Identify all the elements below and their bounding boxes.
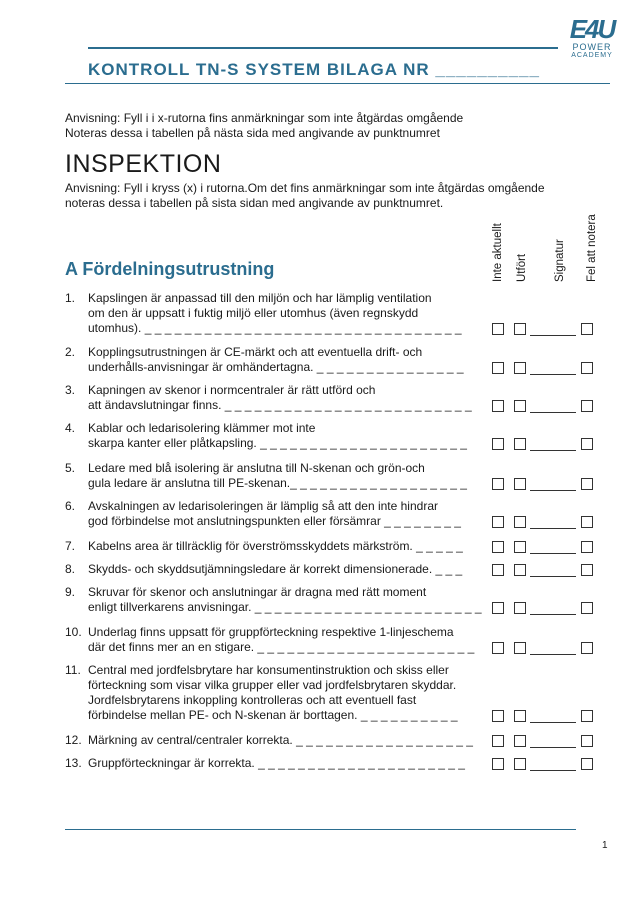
item-number: 5. xyxy=(65,461,76,475)
checklist-item xyxy=(65,562,485,577)
signature-line[interactable] xyxy=(530,747,576,748)
signature-line[interactable] xyxy=(530,770,576,771)
checkbox-fault[interactable] xyxy=(581,602,593,614)
item-text xyxy=(88,291,485,336)
item-text-line: Kabelns area är tillräcklig för överströmsskyddets märkström. _ _ _ _ _ xyxy=(88,539,463,553)
item-text-line: förteckning som visar vilka grupper eller vad jordfelsbrytaren skyddar. xyxy=(88,678,457,692)
checklist-item xyxy=(65,756,485,771)
checklist-item xyxy=(65,461,485,491)
item-text-line: Kapslingen är anpassad till den miljön och har lämplig ventilation xyxy=(88,291,432,305)
logo-mark: E4U xyxy=(569,14,615,44)
title-rule xyxy=(65,83,610,84)
checkbox-done[interactable] xyxy=(514,541,526,553)
checkbox-done[interactable] xyxy=(514,478,526,490)
signature-line[interactable] xyxy=(530,654,576,655)
checklist-item xyxy=(65,291,485,336)
item-text-line: där det finns mer an en stigare. _ _ _ _ _ _ _ _ _ _ _ _ _ _ _ _ _ _ _ _ _ _ xyxy=(88,640,475,654)
checklist-item xyxy=(65,585,485,615)
item-text-line: Jordfelsbrytarens inkoppling kontrolleras och att eventuell fast xyxy=(88,693,417,707)
checklist-item xyxy=(65,499,485,529)
checkbox-done[interactable] xyxy=(514,516,526,528)
item-text xyxy=(88,733,485,748)
document-title: KONTROLL TN-S SYSTEM BILAGA NR __________ xyxy=(88,60,540,79)
item-text-line: Avskalningen av ledarisoleringen är lämplig så att den inte hindrar xyxy=(88,499,438,513)
item-number: 1. xyxy=(65,291,76,305)
item-text xyxy=(88,562,485,577)
item-text-line: om den är uppsatt i fuktig miljö eller utomhus (även regnskydd xyxy=(88,306,419,320)
checkbox-not-applicable[interactable] xyxy=(492,642,504,654)
signature-line[interactable] xyxy=(530,335,576,336)
item-number: 10. xyxy=(65,625,82,639)
checkbox-fault[interactable] xyxy=(581,710,593,722)
signature-line[interactable] xyxy=(530,576,576,577)
checkbox-fault[interactable] xyxy=(581,758,593,770)
checkbox-not-applicable[interactable] xyxy=(492,758,504,770)
checkbox-done[interactable] xyxy=(514,735,526,747)
checklist-item xyxy=(65,539,485,554)
checkbox-fault[interactable] xyxy=(581,735,593,747)
item-text xyxy=(88,585,485,615)
checklist-item xyxy=(65,421,485,451)
item-number: 4. xyxy=(65,421,76,435)
checkbox-not-applicable[interactable] xyxy=(492,710,504,722)
item-number: 8. xyxy=(65,562,76,576)
item-number: 13. xyxy=(65,756,82,770)
item-text xyxy=(88,499,485,529)
signature-line[interactable] xyxy=(530,412,576,413)
checkbox-fault[interactable] xyxy=(581,564,593,576)
checkbox-not-applicable[interactable] xyxy=(492,516,504,528)
item-number: 12. xyxy=(65,733,82,747)
item-text-line: underhålls-anvisningar är omhändertagna. _ _ _ _ _ _ _ _ _ _ _ _ _ _ _ xyxy=(88,360,464,374)
checkbox-not-applicable[interactable] xyxy=(492,541,504,553)
instruction-line: Noteras dessa i tabellen på nästa sida med angivande av punktnumret xyxy=(65,126,440,140)
checkbox-done[interactable] xyxy=(514,438,526,450)
checkbox-done[interactable] xyxy=(514,758,526,770)
checkbox-fault[interactable] xyxy=(581,323,593,335)
instruction-line: noteras dessa i tabellen på sista sidan med angivande av punktnumret. xyxy=(65,196,444,210)
item-text-line: utomhus). _ _ _ _ _ _ _ _ _ _ _ _ _ _ _ _ _ _ _ _ _ _ _ _ _ _ _ _ _ _ _ _ xyxy=(88,321,462,335)
checkbox-fault[interactable] xyxy=(581,642,593,654)
signature-line[interactable] xyxy=(530,490,576,491)
signature-line[interactable] xyxy=(530,450,576,451)
instruction-line: Anvisning: Fyll i kryss (x) i rutorna.Om det fins anmärkningar som inte åtgärdas omgående xyxy=(65,181,545,195)
signature-line[interactable] xyxy=(530,614,576,615)
item-text-line: Gruppförteckningar är korrekta. _ _ _ _ _ _ _ _ _ _ _ _ _ _ _ _ _ _ _ _ _ xyxy=(88,756,465,770)
item-checkboxes xyxy=(492,642,602,656)
item-text xyxy=(88,461,485,491)
signature-line[interactable] xyxy=(530,722,576,723)
checkbox-done[interactable] xyxy=(514,710,526,722)
checkbox-fault[interactable] xyxy=(581,478,593,490)
inspection-heading: INSPEKTION xyxy=(65,150,222,178)
checklist-item xyxy=(65,383,485,413)
checklist-item xyxy=(65,733,485,748)
checkbox-done[interactable] xyxy=(514,602,526,614)
item-checkboxes xyxy=(492,602,602,616)
item-checkboxes xyxy=(492,710,602,724)
item-number: 9. xyxy=(65,585,76,599)
item-text xyxy=(88,663,485,723)
item-checkboxes xyxy=(492,400,602,414)
section-title: A Fördelningsutrustning xyxy=(65,259,275,279)
item-number: 7. xyxy=(65,539,76,553)
item-text-line: Kablar och ledarisolering klämmer mot inte xyxy=(88,421,316,435)
item-text-line: god förbindelse mot anslutningspunkten eller försämrar _ _ _ _ _ _ _ _ xyxy=(88,514,461,528)
logo-text-academy: ACADEMY xyxy=(571,52,613,59)
item-text xyxy=(88,625,485,655)
item-number: 3. xyxy=(65,383,76,397)
item-checkboxes xyxy=(492,362,602,376)
column-header-signature: Signatur xyxy=(554,239,566,282)
top-rule xyxy=(88,47,558,49)
item-text xyxy=(88,345,485,375)
page-number: 1 xyxy=(602,840,608,851)
checkbox-done[interactable] xyxy=(514,564,526,576)
instructions-block xyxy=(65,111,605,141)
item-checkboxes xyxy=(492,541,602,555)
checklist-item xyxy=(65,663,485,723)
item-text xyxy=(88,539,485,554)
column-header-not-applicable: Inte aktuellt xyxy=(492,223,504,282)
item-checkboxes xyxy=(492,323,602,337)
item-checkboxes xyxy=(492,478,602,492)
instruction-line: Anvisning: Fyll i i x-rutorna fins anmärkningar som inte åtgärdas omgående xyxy=(65,111,464,125)
checkbox-not-applicable[interactable] xyxy=(492,478,504,490)
item-text-line: förbindelse mellan PE- och N-skenan är borttagen. _ _ _ _ _ _ _ _ _ _ xyxy=(88,708,458,722)
item-number: 11. xyxy=(65,663,81,677)
item-checkboxes xyxy=(492,735,602,749)
checkbox-fault[interactable] xyxy=(581,541,593,553)
item-text xyxy=(88,383,485,413)
item-text xyxy=(88,756,485,771)
checkbox-done[interactable] xyxy=(514,642,526,654)
checkbox-fault[interactable] xyxy=(581,362,593,374)
item-checkboxes xyxy=(492,516,602,530)
checkbox-not-applicable[interactable] xyxy=(492,735,504,747)
item-text-line: gula ledare är anslutna till PE-skenan._ _ _ _ _ _ _ _ _ _ _ _ _ _ _ _ _ _ xyxy=(88,476,467,490)
inspection-instructions xyxy=(65,181,605,211)
column-header-fault: Fel att notera xyxy=(586,214,598,282)
item-checkboxes xyxy=(492,438,602,452)
item-number: 2. xyxy=(65,345,76,359)
item-text-line: skarpa kanter eller plåtkapsling. _ _ _ _ _ _ _ _ _ _ _ _ _ _ _ _ _ _ _ _ _ xyxy=(88,436,467,450)
checkbox-fault[interactable] xyxy=(581,400,593,412)
item-text-line: Ledare med blå isolering är anslutna till N-skenan och grön-och xyxy=(88,461,425,475)
item-text-line: Märkning av central/centraler korrekta. _ _ _ _ _ _ _ _ _ _ _ _ _ _ _ _ _ _ xyxy=(88,733,473,747)
signature-line[interactable] xyxy=(530,553,576,554)
item-number: 6. xyxy=(65,499,76,513)
item-text-line: Kapningen av skenor i normcentraler är rätt utförd och xyxy=(88,383,376,397)
checkbox-done[interactable] xyxy=(514,400,526,412)
item-text-line: Skydds- och skyddsutjämningsledare är korrekt dimensionerade. _ _ _ xyxy=(88,562,463,576)
checkbox-fault[interactable] xyxy=(581,438,593,450)
item-checkboxes xyxy=(492,564,602,578)
signature-line[interactable] xyxy=(530,528,576,529)
checklist-item xyxy=(65,625,485,655)
item-text xyxy=(88,421,485,451)
checkbox-done[interactable] xyxy=(514,323,526,335)
item-text-line: Skruvar för skenor och anslutningar är dragna med rätt moment xyxy=(88,585,427,599)
checklist-item xyxy=(65,345,485,375)
checkbox-fault[interactable] xyxy=(581,516,593,528)
bottom-rule xyxy=(65,829,576,830)
checkbox-not-applicable[interactable] xyxy=(492,400,504,412)
checkbox-not-applicable[interactable] xyxy=(492,564,504,576)
checkbox-not-applicable[interactable] xyxy=(492,602,504,614)
item-text-line: enligt tillverkarens anvisningar. _ _ _ _ _ _ _ _ _ _ _ _ _ _ _ _ _ _ _ _ _ _ _ xyxy=(88,600,482,614)
item-checkboxes xyxy=(492,758,602,772)
checkbox-not-applicable[interactable] xyxy=(492,438,504,450)
checkbox-not-applicable[interactable] xyxy=(492,362,504,374)
signature-line[interactable] xyxy=(530,374,576,375)
brand-logo xyxy=(562,16,622,72)
checkbox-not-applicable[interactable] xyxy=(492,323,504,335)
column-header-done: Utfört xyxy=(516,253,528,282)
item-text-line: Central med jordfelsbrytare har konsumentinstruktion och skiss eller xyxy=(88,663,449,677)
item-text-line: Kopplingsutrustningen är CE-märkt och att eventuella drift- och xyxy=(88,345,423,359)
item-text-line: Underlag finns uppsatt för gruppförteckning respektive 1-linjeschema xyxy=(88,625,454,639)
item-text-line: att ändavslutningar finns. _ _ _ _ _ _ _ _ _ _ _ _ _ _ _ _ _ _ _ _ _ _ _ _ _ xyxy=(88,398,472,412)
checkbox-done[interactable] xyxy=(514,362,526,374)
logo-text-power: POWER xyxy=(572,42,612,52)
